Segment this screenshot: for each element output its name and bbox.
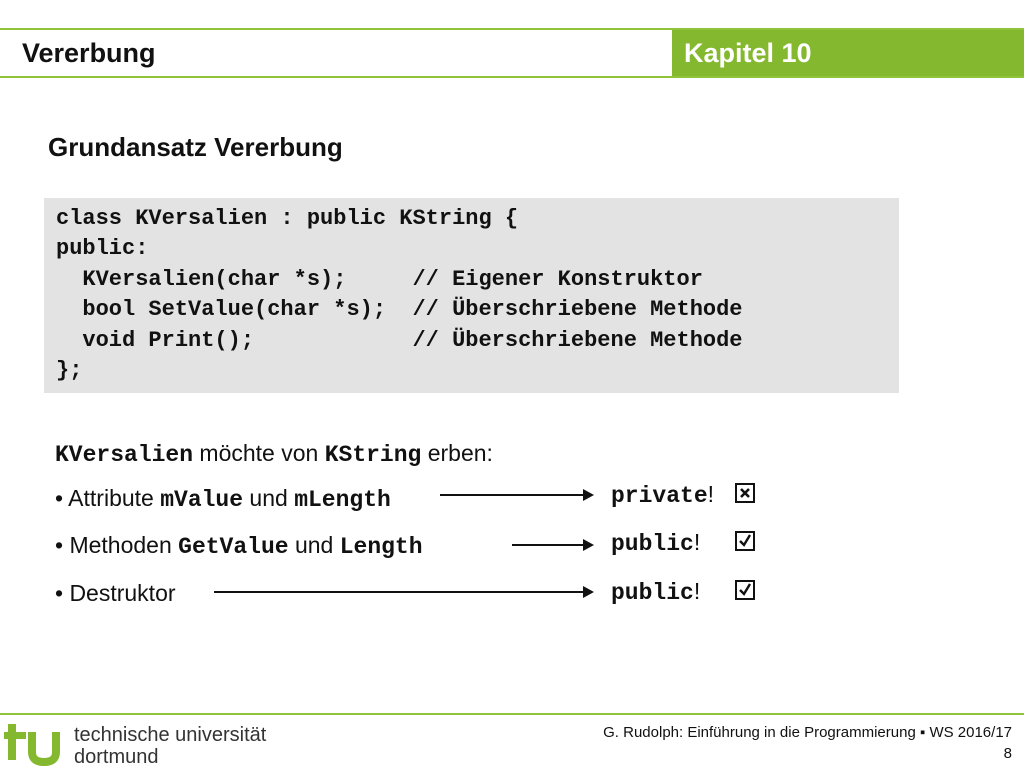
header-bottom-line (0, 76, 1024, 78)
course-info: G. Rudolph: Einführung in die Programmierung ▪ WS 2016/17 (603, 724, 1012, 741)
intro-text: möchte von (193, 440, 325, 466)
exclamation: ! (707, 481, 715, 507)
university-name (74, 724, 266, 768)
code-line: public: (56, 236, 149, 261)
access-keyword: private (611, 483, 708, 509)
university-line: dortmund (74, 746, 159, 768)
check-checkbox-icon (735, 531, 755, 551)
method-name: Length (339, 534, 423, 560)
bullet-destructor (55, 580, 176, 607)
result-public (611, 578, 700, 606)
chapter-label: Kapitel 10 (684, 38, 812, 68)
code-line: }; (56, 358, 83, 383)
arrow-right-icon (214, 591, 592, 593)
base-class-name: KString (324, 442, 422, 468)
bullet-text: und (288, 532, 340, 558)
attribute-name: mValue (160, 487, 244, 513)
result-public (611, 529, 700, 557)
section-title: Grundansatz Vererbung (48, 132, 343, 162)
slide-topic: Vererbung (22, 38, 156, 68)
class-name: KVersalien (55, 442, 194, 468)
university-line: technische universität (74, 724, 267, 746)
code-line: KVersalien(char *s); // Eigener Konstruktor (56, 267, 703, 292)
method-name: GetValue (178, 534, 289, 560)
bullet-methods (55, 532, 423, 560)
footer-line (0, 713, 1024, 715)
access-keyword: public (611, 580, 694, 606)
code-block (44, 198, 899, 393)
exclamation: ! (693, 529, 701, 555)
intro-text: erben: (421, 440, 493, 466)
bullet-text: • Destruktor (55, 580, 176, 606)
cross-checkbox-icon (735, 483, 755, 503)
bullet-text: und (243, 485, 295, 511)
bullet-text: • Methoden (55, 532, 179, 558)
page-number: 8 (1003, 745, 1012, 762)
arrow-right-icon (512, 544, 592, 546)
result-private (611, 481, 714, 509)
exclamation: ! (693, 578, 701, 604)
code-line: class KVersalien : public KString { (56, 206, 519, 231)
check-checkbox-icon (735, 580, 755, 600)
tu-logo (4, 718, 68, 766)
attribute-name: mLength (294, 487, 391, 513)
bullet-text: • Attribute (55, 485, 161, 511)
chapter-badge (672, 30, 1024, 76)
footer-info (603, 722, 1012, 764)
arrow-right-icon (440, 494, 592, 496)
code-line: bool SetValue(char *s); // Überschriebene Methode (56, 297, 743, 322)
access-keyword: public (611, 531, 694, 557)
bullet-attributes (55, 485, 391, 513)
intro-sentence (55, 440, 493, 468)
code-line: void Print(); // Überschriebene Methode (56, 328, 743, 353)
